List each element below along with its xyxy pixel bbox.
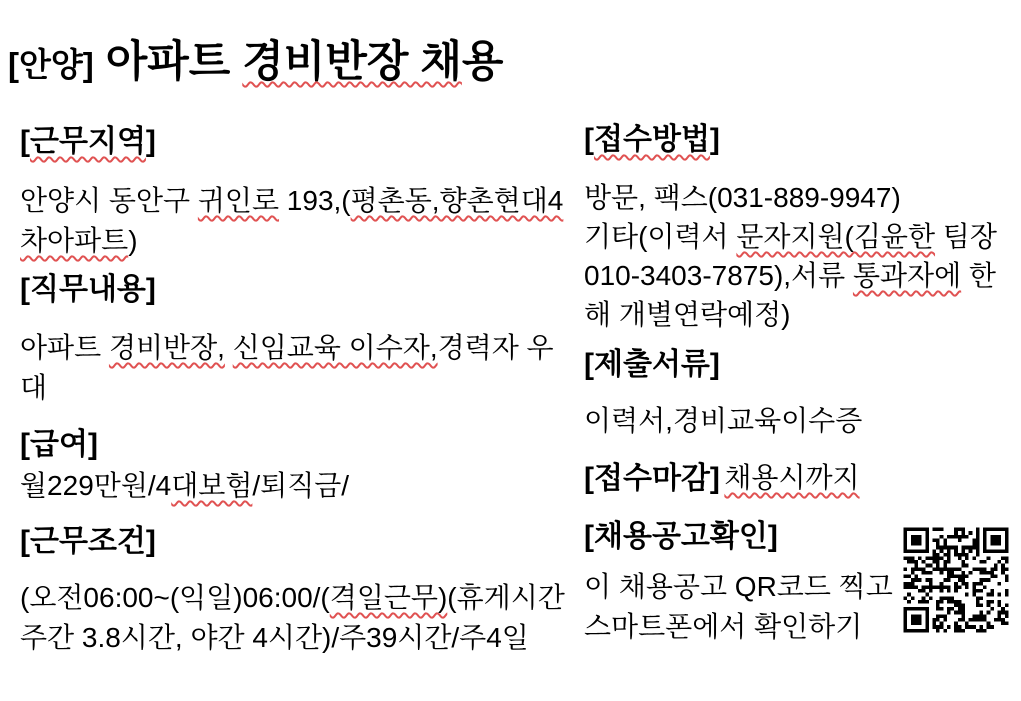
heading-posting-verification: [채용공고확인] [584,520,778,553]
section-salary [20,428,568,462]
misspelling-flagged-text: 대보험 [171,470,253,501]
heading-job-description: [직무내용] [20,273,156,306]
required-documents-text: 이력서,경비교육이수증 [584,405,863,436]
job-description-text: 아파트 경비반장, 신임교육 이수자,경력자 우대 [20,332,554,403]
section-job-description [20,273,568,307]
misspelling-flagged-text: 경비반장, [108,332,225,363]
title-region-tag: [안양] [8,46,94,83]
heading-application-deadline: [접수마감] [584,462,720,495]
misspelling-flagged-text: 귀인로 [197,185,280,216]
qr-code [900,524,1012,636]
heading-work-location: [근무지역] [20,125,156,158]
misspelling-flagged-text: 신임교육 이수자, [232,332,438,363]
work-conditions-text: (오전06:00~(익일)06:00/(격일근무)(휴게시간 주간 3.8시간, 야간 4시간)/주39시간/주4일 [20,582,565,653]
section-work-conditions [20,525,568,559]
title-text: 아파트 [93,38,243,86]
section-work-location [20,125,568,159]
heading-salary: [급여] [20,428,98,461]
page-title [8,28,503,89]
misspelling-flagged-text: 격일근무) [329,582,448,613]
application-deadline-value: 채용시까지 [724,462,860,493]
heading-application-method: [접수방법] [584,123,720,156]
title-flagged-text: 경비반장 채 [242,38,462,86]
application-method-line1: 방문, 팩스(031-889-9947) [584,182,901,213]
title-text-tail: 용 [461,38,504,86]
misspelling-flagged-text: 통과자에 [852,260,962,291]
heading-required-documents: [제출서류] [584,348,720,381]
section-application-deadline [584,456,1016,496]
heading-work-conditions: [근무조건] [20,525,156,558]
application-method-line2: 기타(이력서 문자지원(김윤한 팀장 010-3403-7875),서류 통과자에 한해 개별연락예정) [584,221,997,330]
salary-text: 월229만원/4대보험/퇴직금/ [20,470,350,501]
misspelling-flagged-text: 접수방법 [594,123,710,156]
misspelling-flagged-text: 평촌동,향촌현대4차아파트 [20,185,564,256]
work-location-text: 안양시 동안구 귀인로 193,(평촌동,향촌현대4차아파트) [20,185,564,256]
misspelling-flagged-text: 근무지역 [30,125,146,158]
application-method-text [584,178,1016,334]
posting-verification-text: 이 채용공고 QR코드 찍고 스마트폰에서 확인하기 [584,571,893,642]
misspelling-flagged-text: 문자지원(김윤한 [736,221,936,252]
section-application-method [584,123,1016,157]
section-required-documents [584,348,1016,382]
